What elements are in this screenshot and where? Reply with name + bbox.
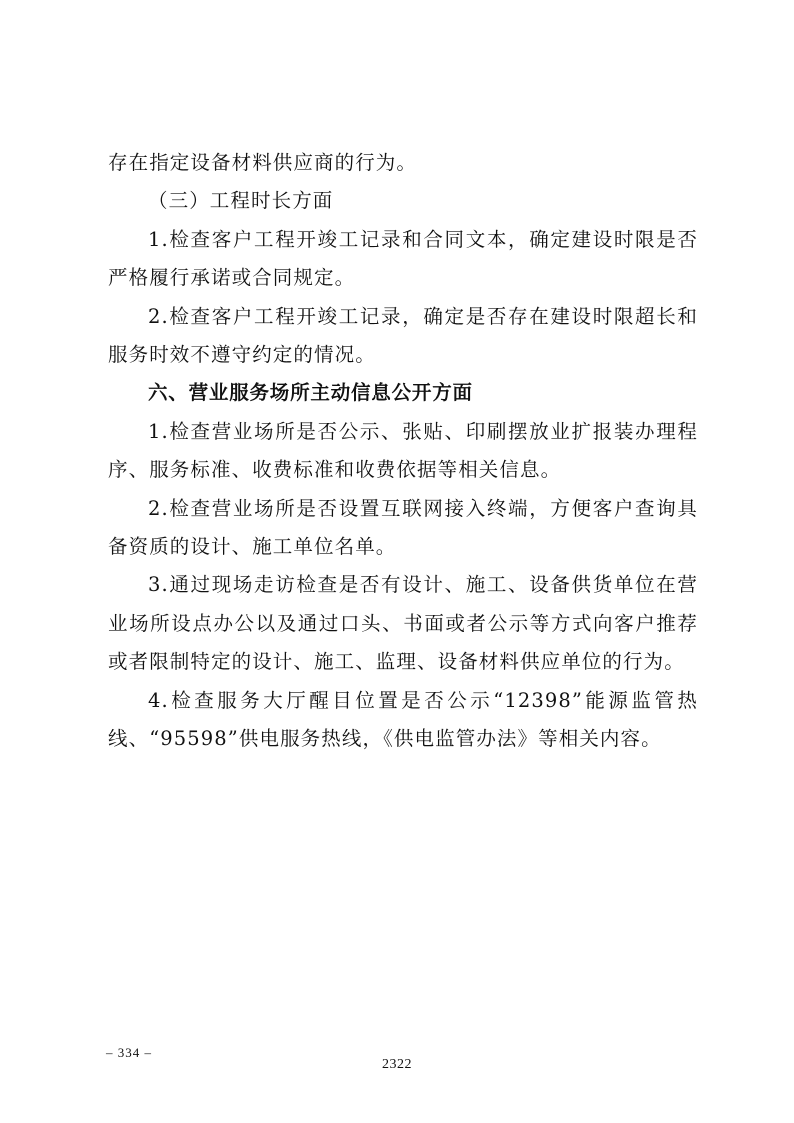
paragraph-item: 3.通过现场走访检查是否有设计、施工、设备供货单位在营业场所设点办公以及通过口头、书面或者公示等方式向客户推荐或者限制特定的设计、施工、监理、设备材料供应单位的行为。: [108, 573, 698, 674]
page-label: – 334 –: [106, 1045, 152, 1060]
paragraph-continuation: 存在指定设备材料供应商的行为。: [108, 151, 418, 174]
paragraph-item: 2.检查营业场所是否设置互联网接入终端，方便客户查询具备资质的设计、施工单位名单。: [108, 496, 698, 559]
paragraph-item: 4.检查服务大厅醒目位置是否公示“12398”能源监管热线、“95598”供电服务热线，《供电监管办法》等相关内容。: [108, 688, 698, 751]
section-heading: 六、营业服务场所主动信息公开方面: [148, 381, 473, 405]
paragraph-item: 2.检查客户工程开竣工记录，确定是否存在建设时限超长和服务时效不遵守约定的情况。: [108, 304, 698, 367]
paragraph-item: 1.检查客户工程开竣工记录和合同文本，确定建设时限是否严格履行承诺或合同规定。: [108, 227, 698, 290]
paragraph-item: 1.检查营业场所是否公示、张贴、印刷摆放业扩报装办理程序、服务标准、收费标准和收费依据等相关信息。: [108, 419, 698, 482]
subsection-heading: （三）工程时长方面: [148, 189, 334, 213]
page-number: 2322: [382, 1057, 412, 1072]
document-body: [108, 144, 698, 759]
